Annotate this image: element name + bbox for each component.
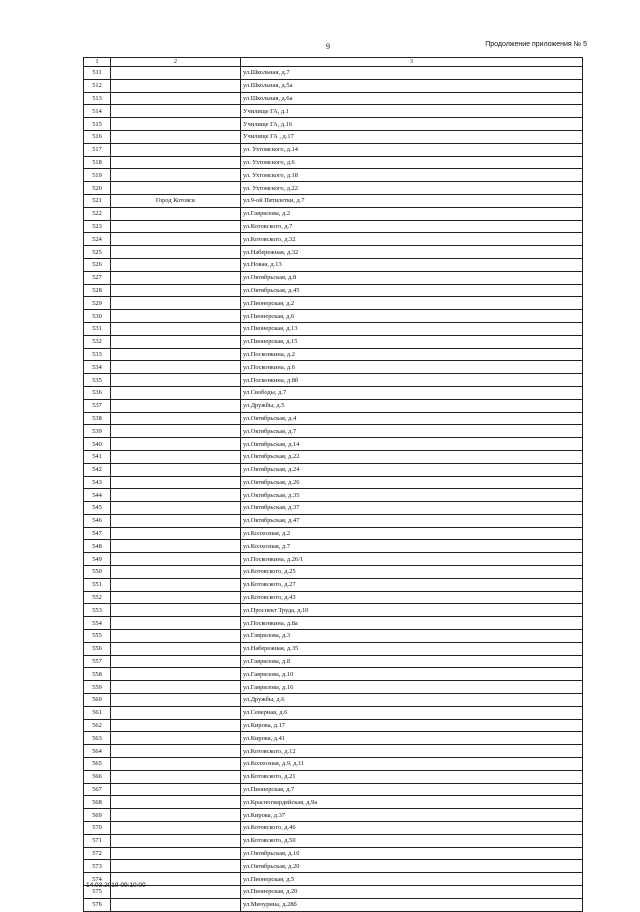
settlement-cell xyxy=(111,246,241,259)
row-number: 527 xyxy=(84,271,111,284)
row-number: 516 xyxy=(84,130,111,143)
row-number: 542 xyxy=(84,463,111,476)
settlement-cell xyxy=(111,207,241,220)
row-number: 549 xyxy=(84,553,111,566)
address-cell: ул.Октябрьская, д.45 xyxy=(241,284,583,297)
settlement-cell xyxy=(111,322,241,335)
table-row xyxy=(84,578,583,591)
table-row xyxy=(84,220,583,233)
table-row xyxy=(84,412,583,425)
row-number: 552 xyxy=(84,591,111,604)
table-row xyxy=(84,310,583,323)
address-cell: ул.Кирова, д.37 xyxy=(241,809,583,822)
settlement-cell xyxy=(111,809,241,822)
table-row xyxy=(84,783,583,796)
settlement-cell xyxy=(111,732,241,745)
address-cell: ул.Котовского, д.32 xyxy=(241,233,583,246)
address-cell: ул.Дружбы, д.6 xyxy=(241,694,583,707)
table-row xyxy=(84,732,583,745)
address-cell: ул.Октябрьская, д.14 xyxy=(241,438,583,451)
address-cell: ул.Пионерская, д.6 xyxy=(241,310,583,323)
address-cell: ул. Ухтомского, д.14 xyxy=(241,143,583,156)
settlement-cell xyxy=(111,67,241,80)
print-timestamp: 14.03.2019 09:10:00 xyxy=(86,882,146,889)
table-row xyxy=(84,527,583,540)
row-number: 570 xyxy=(84,822,111,835)
address-cell: ул.Октябрьская, д.22 xyxy=(241,450,583,463)
address-cell: ул.Свободы, д.7 xyxy=(241,386,583,399)
address-cell: ул.Котовского, д.7 xyxy=(241,220,583,233)
settlement-cell xyxy=(111,463,241,476)
row-number: 545 xyxy=(84,502,111,515)
address-cell: Училище ГА , д.17 xyxy=(241,130,583,143)
row-number: 559 xyxy=(84,681,111,694)
settlement-cell xyxy=(111,374,241,387)
address-cell: Училище ГА, д.1 xyxy=(241,105,583,118)
row-number: 531 xyxy=(84,322,111,335)
table-row xyxy=(84,105,583,118)
address-cell: ул.Гаврилова, д.16 xyxy=(241,681,583,694)
row-number: 553 xyxy=(84,604,111,617)
settlement-cell xyxy=(111,450,241,463)
table-row xyxy=(84,233,583,246)
row-number: 556 xyxy=(84,642,111,655)
row-number: 555 xyxy=(84,630,111,643)
settlement-cell xyxy=(111,822,241,835)
settlement-cell xyxy=(111,297,241,310)
row-number: 551 xyxy=(84,578,111,591)
column-header: 3 xyxy=(241,58,583,67)
row-number: 546 xyxy=(84,514,111,527)
address-cell: ул.Новая, д.13 xyxy=(241,258,583,271)
settlement-cell xyxy=(111,758,241,771)
address-cell: ул. Ухтомского, д.18 xyxy=(241,169,583,182)
settlement-cell xyxy=(111,604,241,617)
table-row xyxy=(84,847,583,860)
table-row xyxy=(84,297,583,310)
address-cell: ул.9-ой Пятилетки, д.7 xyxy=(241,194,583,207)
table-row xyxy=(84,143,583,156)
row-number: 567 xyxy=(84,783,111,796)
table-row xyxy=(84,374,583,387)
address-cell: ул.Октябрьская, д.26 xyxy=(241,476,583,489)
settlement-cell xyxy=(111,796,241,809)
table-row xyxy=(84,502,583,515)
settlement-cell xyxy=(111,412,241,425)
settlement-cell xyxy=(111,361,241,374)
settlement-cell xyxy=(111,79,241,92)
table-row xyxy=(84,770,583,783)
row-number: 547 xyxy=(84,527,111,540)
row-number: 573 xyxy=(84,860,111,873)
address-cell: ул.Набережная, д.35 xyxy=(241,642,583,655)
row-number: 540 xyxy=(84,438,111,451)
settlement-cell xyxy=(111,169,241,182)
table-row xyxy=(84,514,583,527)
address-cell: ул.Котовского, д.21 xyxy=(241,770,583,783)
row-number: 528 xyxy=(84,284,111,297)
settlement-cell xyxy=(111,770,241,783)
settlement-cell xyxy=(111,399,241,412)
settlement-cell xyxy=(111,783,241,796)
settlement-cell xyxy=(111,642,241,655)
address-cell: ул.Пионерская, д.15 xyxy=(241,335,583,348)
address-cell: ул.Котовского, д.12 xyxy=(241,745,583,758)
row-number: 530 xyxy=(84,310,111,323)
settlement-cell xyxy=(111,310,241,323)
table-row xyxy=(84,399,583,412)
table-row xyxy=(84,796,583,809)
row-number: 511 xyxy=(84,67,111,80)
address-cell: ул.Октябрьская, д.4 xyxy=(241,412,583,425)
table-row xyxy=(84,566,583,579)
table-row xyxy=(84,182,583,195)
row-number: 566 xyxy=(84,770,111,783)
table-row xyxy=(84,745,583,758)
table-row xyxy=(84,322,583,335)
settlement-cell xyxy=(111,348,241,361)
address-cell: ул.Октябрьская, д.8 xyxy=(241,271,583,284)
row-number: 537 xyxy=(84,399,111,412)
row-number: 562 xyxy=(84,719,111,732)
row-number: 574 xyxy=(84,873,111,886)
table-row xyxy=(84,425,583,438)
row-number: 544 xyxy=(84,489,111,502)
row-number: 533 xyxy=(84,348,111,361)
address-cell: ул.Кирова, д.17 xyxy=(241,719,583,732)
table-row xyxy=(84,668,583,681)
row-number: 517 xyxy=(84,143,111,156)
address-cell: ул.Красногвардейская, д.9а xyxy=(241,796,583,809)
table-row xyxy=(84,463,583,476)
settlement-cell xyxy=(111,566,241,579)
row-number: 519 xyxy=(84,169,111,182)
settlement-cell xyxy=(111,335,241,348)
table-row xyxy=(84,79,583,92)
address-cell: ул.Гаврилова, д.2 xyxy=(241,207,583,220)
row-number: 515 xyxy=(84,118,111,131)
address-cell: ул.Кирова, д.41 xyxy=(241,732,583,745)
table-row xyxy=(84,873,583,886)
row-number: 554 xyxy=(84,617,111,630)
row-number: 526 xyxy=(84,258,111,271)
address-cell: ул.Посконкина, д.2 xyxy=(241,348,583,361)
settlement-cell xyxy=(111,105,241,118)
table-row xyxy=(84,860,583,873)
table-row xyxy=(84,118,583,131)
row-number: 513 xyxy=(84,92,111,105)
table-row xyxy=(84,553,583,566)
table-row xyxy=(84,335,583,348)
settlement-cell xyxy=(111,514,241,527)
row-number: 539 xyxy=(84,425,111,438)
settlement-cell xyxy=(111,719,241,732)
row-number: 536 xyxy=(84,386,111,399)
table-row xyxy=(84,194,583,207)
table-row xyxy=(84,540,583,553)
address-table xyxy=(83,57,583,912)
settlement-cell xyxy=(111,745,241,758)
address-cell: ул.Пионерская, д.2 xyxy=(241,297,583,310)
settlement-cell xyxy=(111,271,241,284)
row-number: 534 xyxy=(84,361,111,374)
address-cell: ул.Проспект Труда, д.10 xyxy=(241,604,583,617)
table-row xyxy=(84,386,583,399)
settlement-cell xyxy=(111,834,241,847)
table-row xyxy=(84,591,583,604)
settlement-cell xyxy=(111,489,241,502)
table-row xyxy=(84,886,583,899)
row-number: 520 xyxy=(84,182,111,195)
row-number: 522 xyxy=(84,207,111,220)
settlement-cell xyxy=(111,668,241,681)
table-row xyxy=(84,348,583,361)
row-number: 572 xyxy=(84,847,111,860)
table-row xyxy=(84,476,583,489)
settlement-cell xyxy=(111,258,241,271)
address-cell: ул.Октябрьская, д.20 xyxy=(241,860,583,873)
address-cell: ул.Пионерская, д.5 xyxy=(241,873,583,886)
address-cell: ул.Октябрьская, д.47 xyxy=(241,514,583,527)
settlement-cell xyxy=(111,617,241,630)
settlement-cell xyxy=(111,553,241,566)
table-row xyxy=(84,809,583,822)
row-number: 561 xyxy=(84,706,111,719)
address-cell: ул.Посконкина, д.26/1 xyxy=(241,553,583,566)
address-cell: Училище ГА, д.16 xyxy=(241,118,583,131)
address-cell: ул.Школьная, д.5а xyxy=(241,79,583,92)
address-cell: ул.Посконкина, д.6 xyxy=(241,361,583,374)
address-cell: ул.Дружбы, д.5 xyxy=(241,399,583,412)
address-cell: ул. Ухтомского, д.22 xyxy=(241,182,583,195)
row-number: 518 xyxy=(84,156,111,169)
row-number: 523 xyxy=(84,220,111,233)
settlement-cell xyxy=(111,156,241,169)
row-number: 550 xyxy=(84,566,111,579)
address-cell: ул.Котовского, д.43 xyxy=(241,591,583,604)
address-cell: ул.Котовского, д.50 xyxy=(241,834,583,847)
row-number: 558 xyxy=(84,668,111,681)
address-cell: ул.Школьная, д.6а xyxy=(241,92,583,105)
address-cell: ул.Колхозная, д.9, д.11 xyxy=(241,758,583,771)
address-cell: ул. Ухтомского, д.6 xyxy=(241,156,583,169)
table-row xyxy=(84,617,583,630)
address-cell: ул.Гаврилова, д.3 xyxy=(241,630,583,643)
appendix-caption: Продолжение приложения № 5 xyxy=(485,41,587,48)
settlement-cell xyxy=(111,425,241,438)
row-number: 576 xyxy=(84,898,111,911)
settlement-cell xyxy=(111,476,241,489)
table-row xyxy=(84,450,583,463)
settlement-cell xyxy=(111,92,241,105)
row-number: 568 xyxy=(84,796,111,809)
row-number: 524 xyxy=(84,233,111,246)
settlement-cell xyxy=(111,578,241,591)
row-number: 525 xyxy=(84,246,111,259)
table-row xyxy=(84,284,583,297)
table-row xyxy=(84,489,583,502)
table-row xyxy=(84,834,583,847)
row-number: 557 xyxy=(84,655,111,668)
row-number: 569 xyxy=(84,809,111,822)
settlement-cell xyxy=(111,540,241,553)
row-number: 532 xyxy=(84,335,111,348)
table-row xyxy=(84,681,583,694)
settlement-cell xyxy=(111,143,241,156)
settlement-cell xyxy=(111,847,241,860)
row-number: 575 xyxy=(84,886,111,899)
table-row xyxy=(84,169,583,182)
row-number: 512 xyxy=(84,79,111,92)
settlement-cell xyxy=(111,630,241,643)
settlement-cell xyxy=(111,681,241,694)
row-number: 535 xyxy=(84,374,111,387)
column-header: 2 xyxy=(111,58,241,67)
settlement-cell: Город Котовск xyxy=(111,194,241,207)
row-number: 563 xyxy=(84,732,111,745)
address-cell: ул.Котовского, д.46 xyxy=(241,822,583,835)
table-row xyxy=(84,706,583,719)
row-number: 560 xyxy=(84,694,111,707)
settlement-cell xyxy=(111,118,241,131)
table-row xyxy=(84,694,583,707)
address-cell: ул.Октябрьская, д.7 xyxy=(241,425,583,438)
settlement-cell xyxy=(111,233,241,246)
table-row xyxy=(84,642,583,655)
table-row xyxy=(84,655,583,668)
table-row xyxy=(84,271,583,284)
address-cell: ул.Пионерская, д.7 xyxy=(241,783,583,796)
table-row xyxy=(84,207,583,220)
page-number: 9 xyxy=(326,42,330,51)
table-row xyxy=(84,719,583,732)
address-cell: ул.Пионерская, д.20 xyxy=(241,886,583,899)
table-row xyxy=(84,604,583,617)
settlement-cell xyxy=(111,284,241,297)
address-cell: ул.Октябрьская, д.24 xyxy=(241,463,583,476)
row-number: 514 xyxy=(84,105,111,118)
row-number: 565 xyxy=(84,758,111,771)
table-row xyxy=(84,246,583,259)
row-number: 571 xyxy=(84,834,111,847)
address-cell: ул.Октябрьская, д.10 xyxy=(241,847,583,860)
table-header-row xyxy=(84,58,583,67)
row-number: 564 xyxy=(84,745,111,758)
address-cell: ул.Октябрьская, д.35 xyxy=(241,489,583,502)
settlement-cell xyxy=(111,386,241,399)
row-number: 521 xyxy=(84,194,111,207)
column-header: 1 xyxy=(84,58,111,67)
settlement-cell xyxy=(111,591,241,604)
address-cell: ул.Гаврилова, д.8 xyxy=(241,655,583,668)
address-cell: ул.Колхозная, д.2 xyxy=(241,527,583,540)
address-cell: ул.Котовского, д.25 xyxy=(241,566,583,579)
table-row xyxy=(84,92,583,105)
table-row xyxy=(84,258,583,271)
settlement-cell xyxy=(111,655,241,668)
address-cell: ул.Посконкина, д.8а xyxy=(241,617,583,630)
table-row xyxy=(84,438,583,451)
settlement-cell xyxy=(111,502,241,515)
table-row xyxy=(84,67,583,80)
row-number: 538 xyxy=(84,412,111,425)
row-number: 543 xyxy=(84,476,111,489)
address-cell: ул.Посконкина, д.8б xyxy=(241,374,583,387)
table-row xyxy=(84,758,583,771)
row-number: 529 xyxy=(84,297,111,310)
settlement-cell xyxy=(111,182,241,195)
address-cell: ул.Школьная, д.7 xyxy=(241,67,583,80)
address-cell: ул.Набережная, д.32 xyxy=(241,246,583,259)
row-number: 541 xyxy=(84,450,111,463)
table-row xyxy=(84,130,583,143)
address-cell: ул.Пионерская, д.13 xyxy=(241,322,583,335)
settlement-cell xyxy=(111,706,241,719)
settlement-cell xyxy=(111,860,241,873)
settlement-cell xyxy=(111,527,241,540)
row-number: 548 xyxy=(84,540,111,553)
address-cell: ул.Октябрьская, д.37 xyxy=(241,502,583,515)
settlement-cell xyxy=(111,130,241,143)
address-cell: ул.Мичурина, д.28б xyxy=(241,898,583,911)
address-cell: ул.Северная, д.6 xyxy=(241,706,583,719)
address-cell: ул.Котовского, д.27 xyxy=(241,578,583,591)
table-row xyxy=(84,156,583,169)
address-cell: ул.Гаврилова, д.10 xyxy=(241,668,583,681)
settlement-cell xyxy=(111,694,241,707)
settlement-cell xyxy=(111,438,241,451)
table-row xyxy=(84,361,583,374)
table-row xyxy=(84,630,583,643)
table-row xyxy=(84,822,583,835)
address-cell: ул.Колхозная, д.7 xyxy=(241,540,583,553)
settlement-cell xyxy=(111,220,241,233)
